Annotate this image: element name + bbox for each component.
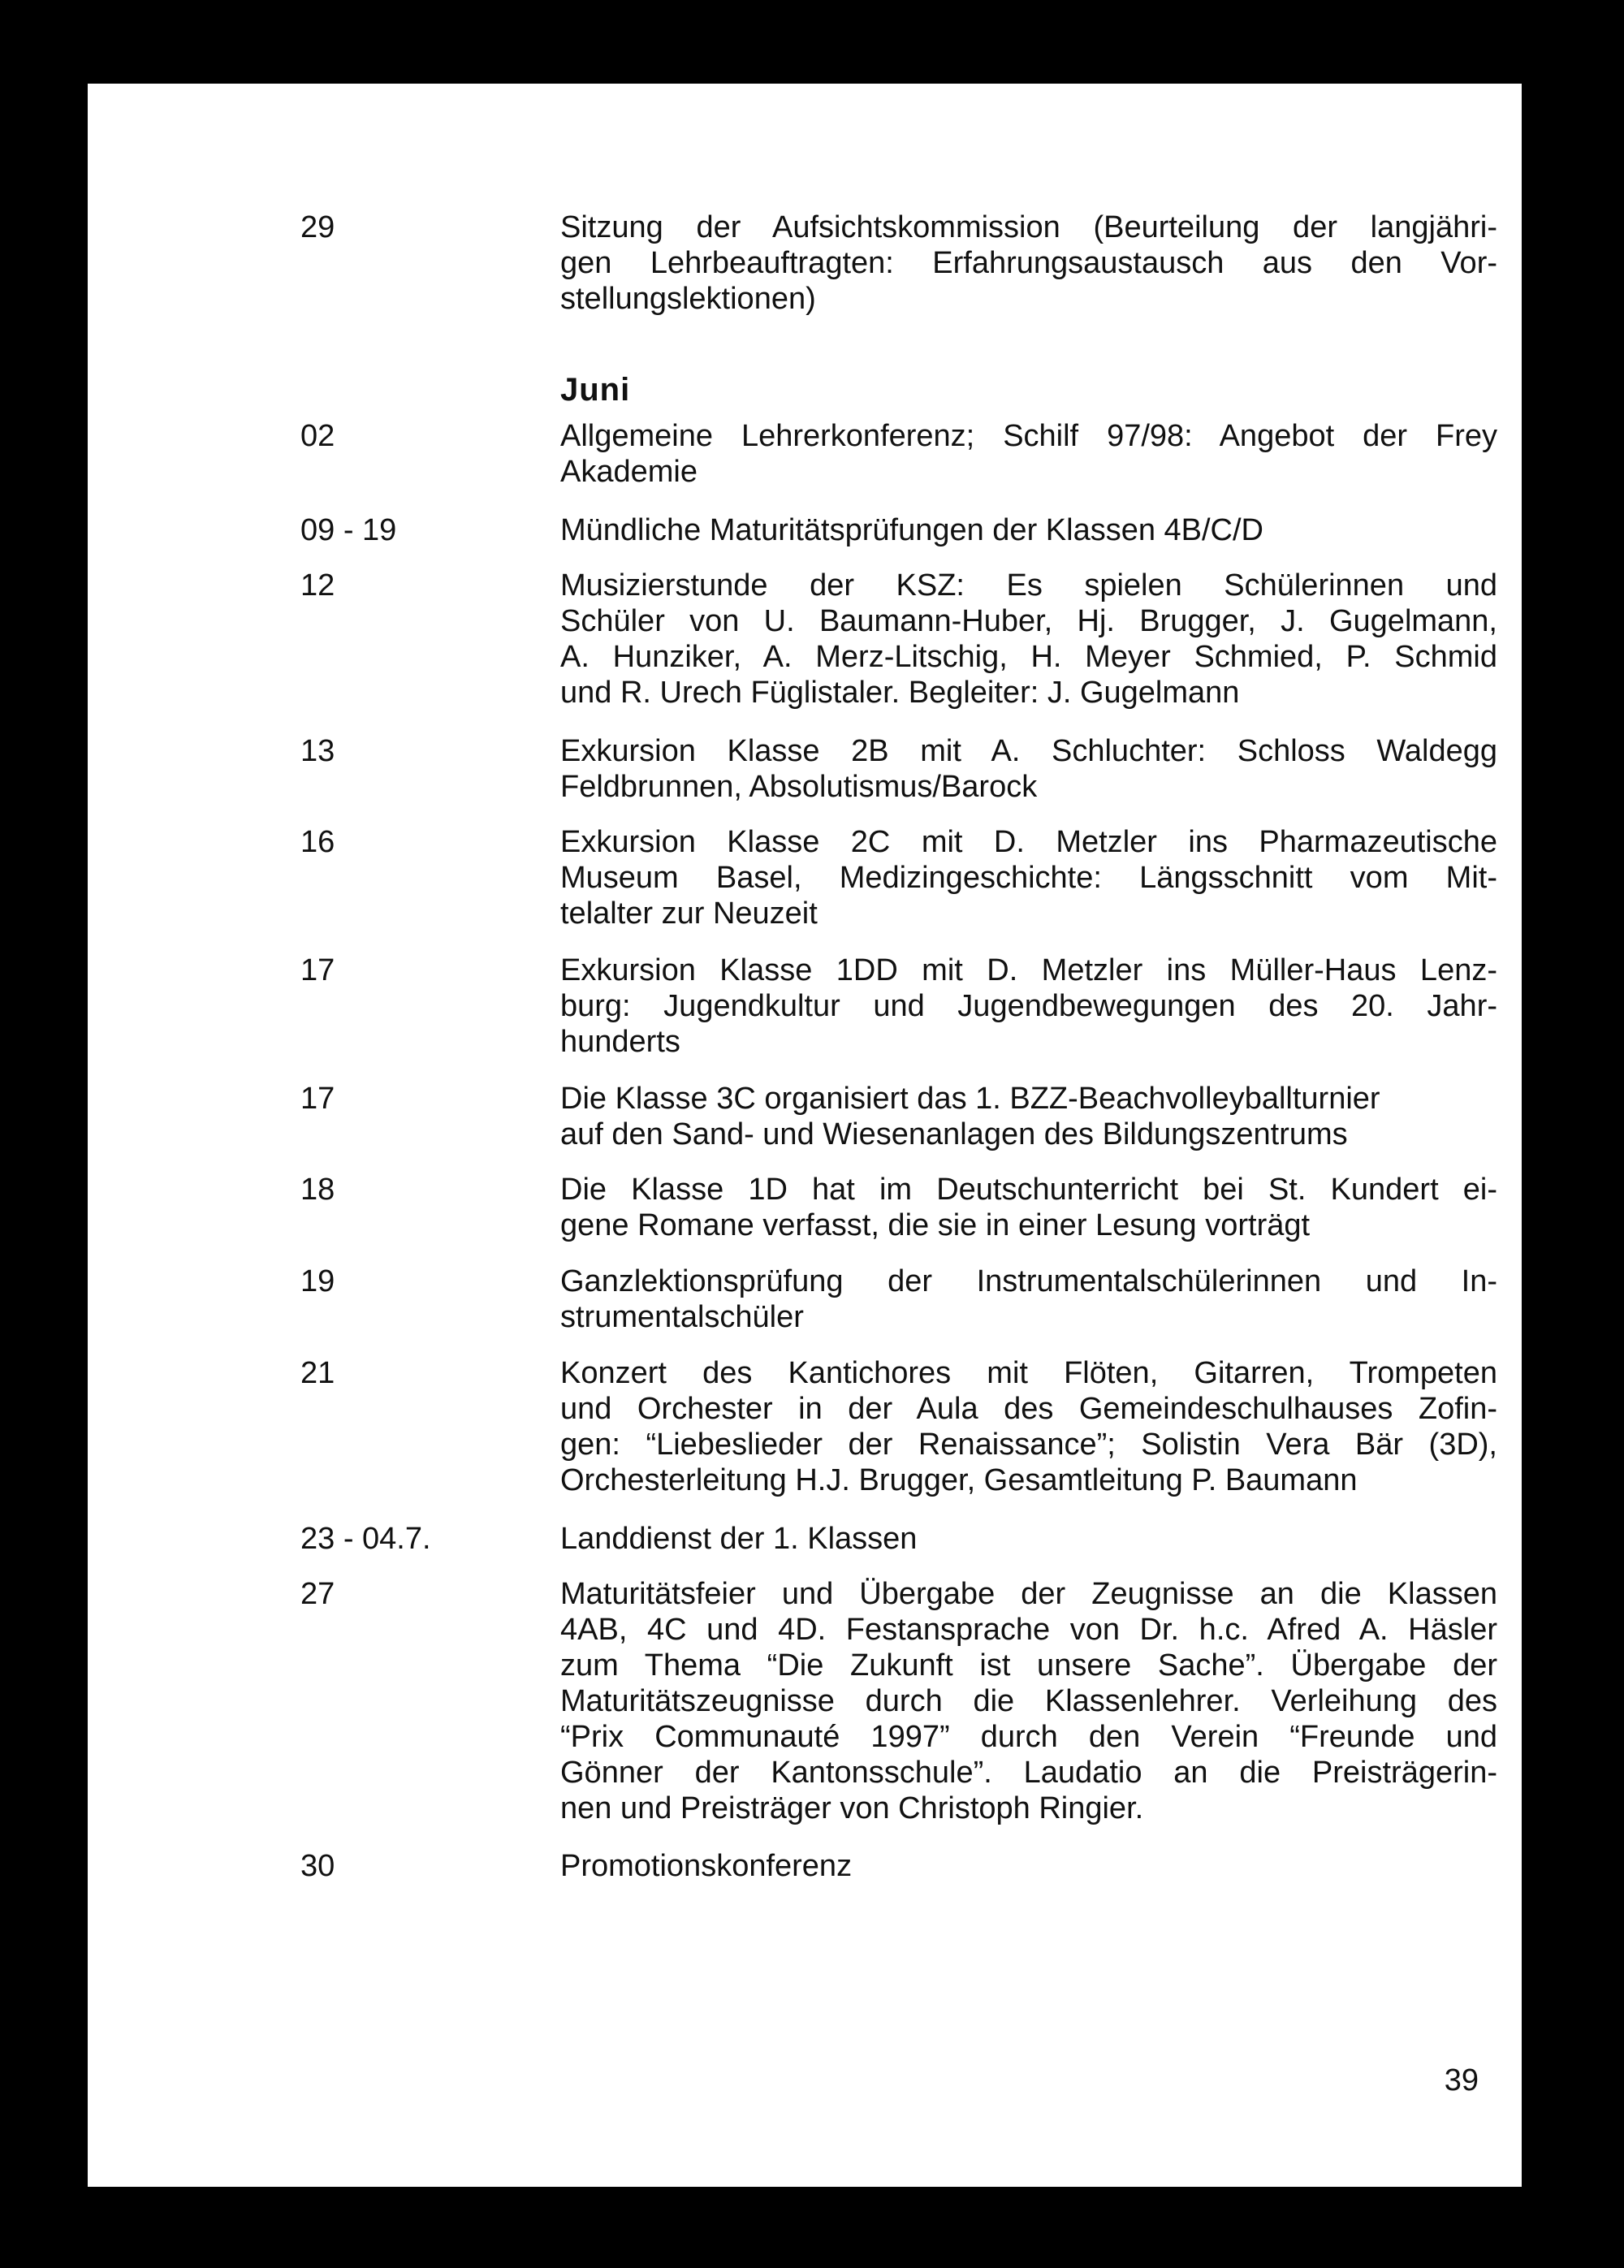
entry-date: 29 bbox=[300, 210, 335, 244]
entry-description bbox=[560, 568, 1497, 711]
document-page bbox=[88, 84, 1522, 2187]
entry-date: 19 bbox=[300, 1264, 335, 1298]
entry-line: Feldbrunnen, Absolutismus/Barock bbox=[560, 770, 1038, 804]
entry-date: 13 bbox=[300, 734, 335, 768]
entry-date: 21 bbox=[300, 1356, 335, 1390]
entry-line: Exkursion Klasse 1DD mit D. Metzler ins Müller-Haus Lenz- bbox=[560, 953, 1497, 987]
entry-line: Landdienst der 1. Klassen bbox=[560, 1522, 918, 1556]
entry-line: Museum Basel, Medizingeschichte: Längsschnitt vom Mit- bbox=[560, 861, 1497, 895]
entry-line: Promotionskonferenz bbox=[560, 1849, 853, 1883]
entry-date: 17 bbox=[300, 1082, 335, 1116]
entry-line: Exkursion Klasse 2C mit D. Metzler ins Pharmazeutische bbox=[560, 825, 1497, 859]
entry-description bbox=[560, 1264, 1497, 1335]
entry-line: auf den Sand- und Wiesenanlagen des Bildungszentrums bbox=[560, 1117, 1348, 1151]
entry-line: Allgemeine Lehrerkonferenz; Schilf 97/98: Angebot der Frey bbox=[560, 419, 1497, 453]
entry-description bbox=[560, 1172, 1497, 1243]
entry-date: 30 bbox=[300, 1849, 335, 1883]
entry-line: Ganzlektionsprüfung der Instrumentalschülerinnen und In- bbox=[560, 1264, 1497, 1298]
entry-description bbox=[560, 733, 1497, 805]
entry-line: zum Thema “Die Zukunft ist unsere Sache”. Übergabe der bbox=[560, 1648, 1497, 1683]
entry-description bbox=[560, 418, 1497, 490]
entry-description bbox=[560, 512, 1497, 548]
entry-line: Sitzung der Aufsichtskommission (Beurteilung der langjähri- bbox=[560, 210, 1497, 244]
month-heading: Juni bbox=[560, 372, 631, 408]
entry-line: “Prix Communauté 1997” durch den Verein “Freunde und bbox=[560, 1720, 1497, 1754]
entry-line: A. Hunziker, A. Merz-Litschig, H. Meyer Schmied, P. Schmid bbox=[560, 640, 1497, 674]
entry-line: gen Lehrbeauftragten: Erfahrungsaustausch aus den Vor- bbox=[560, 246, 1497, 280]
entry-description bbox=[560, 210, 1497, 317]
entry-line: Konzert des Kantichores mit Flöten, Gitarren, Trompeten bbox=[560, 1356, 1497, 1390]
entry-line: Maturitätszeugnisse durch die Klassenlehrer. Verleihung des bbox=[560, 1684, 1497, 1718]
entry-line: Schüler von U. Baumann-Huber, Hj. Brugger, J. Gugelmann, bbox=[560, 604, 1497, 638]
entry-line: und Orchester in der Aula des Gemeindeschulhauses Zofin- bbox=[560, 1392, 1497, 1426]
entry-description bbox=[560, 1521, 1497, 1557]
entry-line: Die Klasse 3C organisiert das 1. BZZ-Beachvolleyballturnier bbox=[560, 1082, 1380, 1116]
entry-line: Mündliche Maturitätsprüfungen der Klassen 4B/C/D bbox=[560, 513, 1264, 547]
entry-date: 12 bbox=[300, 568, 335, 603]
entry-date: 27 bbox=[300, 1577, 335, 1611]
entry-description bbox=[560, 953, 1497, 1060]
entry-line: Die Klasse 1D hat im Deutschunterricht bei St. Kundert ei- bbox=[560, 1173, 1497, 1207]
entry-description bbox=[560, 1576, 1497, 1826]
entry-date: 18 bbox=[300, 1173, 335, 1207]
entry-line: hunderts bbox=[560, 1025, 680, 1059]
entry-line: und R. Urech Füglistaler. Begleiter: J. Gugelmann bbox=[560, 676, 1240, 710]
entry-description bbox=[560, 1081, 1497, 1152]
entry-line: Gönner der Kantonsschule”. Laudatio an die Preisträgerin- bbox=[560, 1756, 1497, 1790]
entry-line: Exkursion Klasse 2B mit A. Schluchter: Schloss Waldegg bbox=[560, 734, 1497, 768]
entry-line: 4AB, 4C und 4D. Festansprache von Dr. h.c. Afred A. Häsler bbox=[560, 1613, 1497, 1647]
entry-date: 17 bbox=[300, 953, 335, 987]
page-number: 39 bbox=[1444, 2063, 1479, 2097]
entry-date: 09 - 19 bbox=[300, 513, 397, 547]
entry-line: Musizierstunde der KSZ: Es spielen Schülerinnen und bbox=[560, 568, 1497, 603]
entry-line: gen: “Liebeslieder der Renaissance”; Solistin Vera Bär (3D), bbox=[560, 1428, 1497, 1462]
entry-date: 02 bbox=[300, 419, 335, 453]
entry-description bbox=[560, 1355, 1497, 1498]
entry-line: burg: Jugendkultur und Jugendbewegungen des 20. Jahr- bbox=[560, 989, 1497, 1023]
entry-description bbox=[560, 824, 1497, 931]
entry-date: 23 - 04.7. bbox=[300, 1522, 431, 1556]
entry-line: telalter zur Neuzeit bbox=[560, 896, 818, 931]
entry-line: Akademie bbox=[560, 455, 698, 489]
entry-line: nen und Preisträger von Christoph Ringier. bbox=[560, 1791, 1144, 1825]
entry-description bbox=[560, 1848, 1497, 1884]
entry-date: 16 bbox=[300, 825, 335, 859]
entry-line: Maturitätsfeier und Übergabe der Zeugnisse an die Klassen bbox=[560, 1577, 1497, 1611]
entry-line: stellungslektionen) bbox=[560, 282, 816, 316]
entry-line: Orchesterleitung H.J. Brugger, Gesamtleitung P. Baumann bbox=[560, 1463, 1358, 1497]
entry-line: strumentalschüler bbox=[560, 1300, 804, 1334]
entry-line: gene Romane verfasst, die sie in einer Lesung vorträgt bbox=[560, 1208, 1311, 1242]
